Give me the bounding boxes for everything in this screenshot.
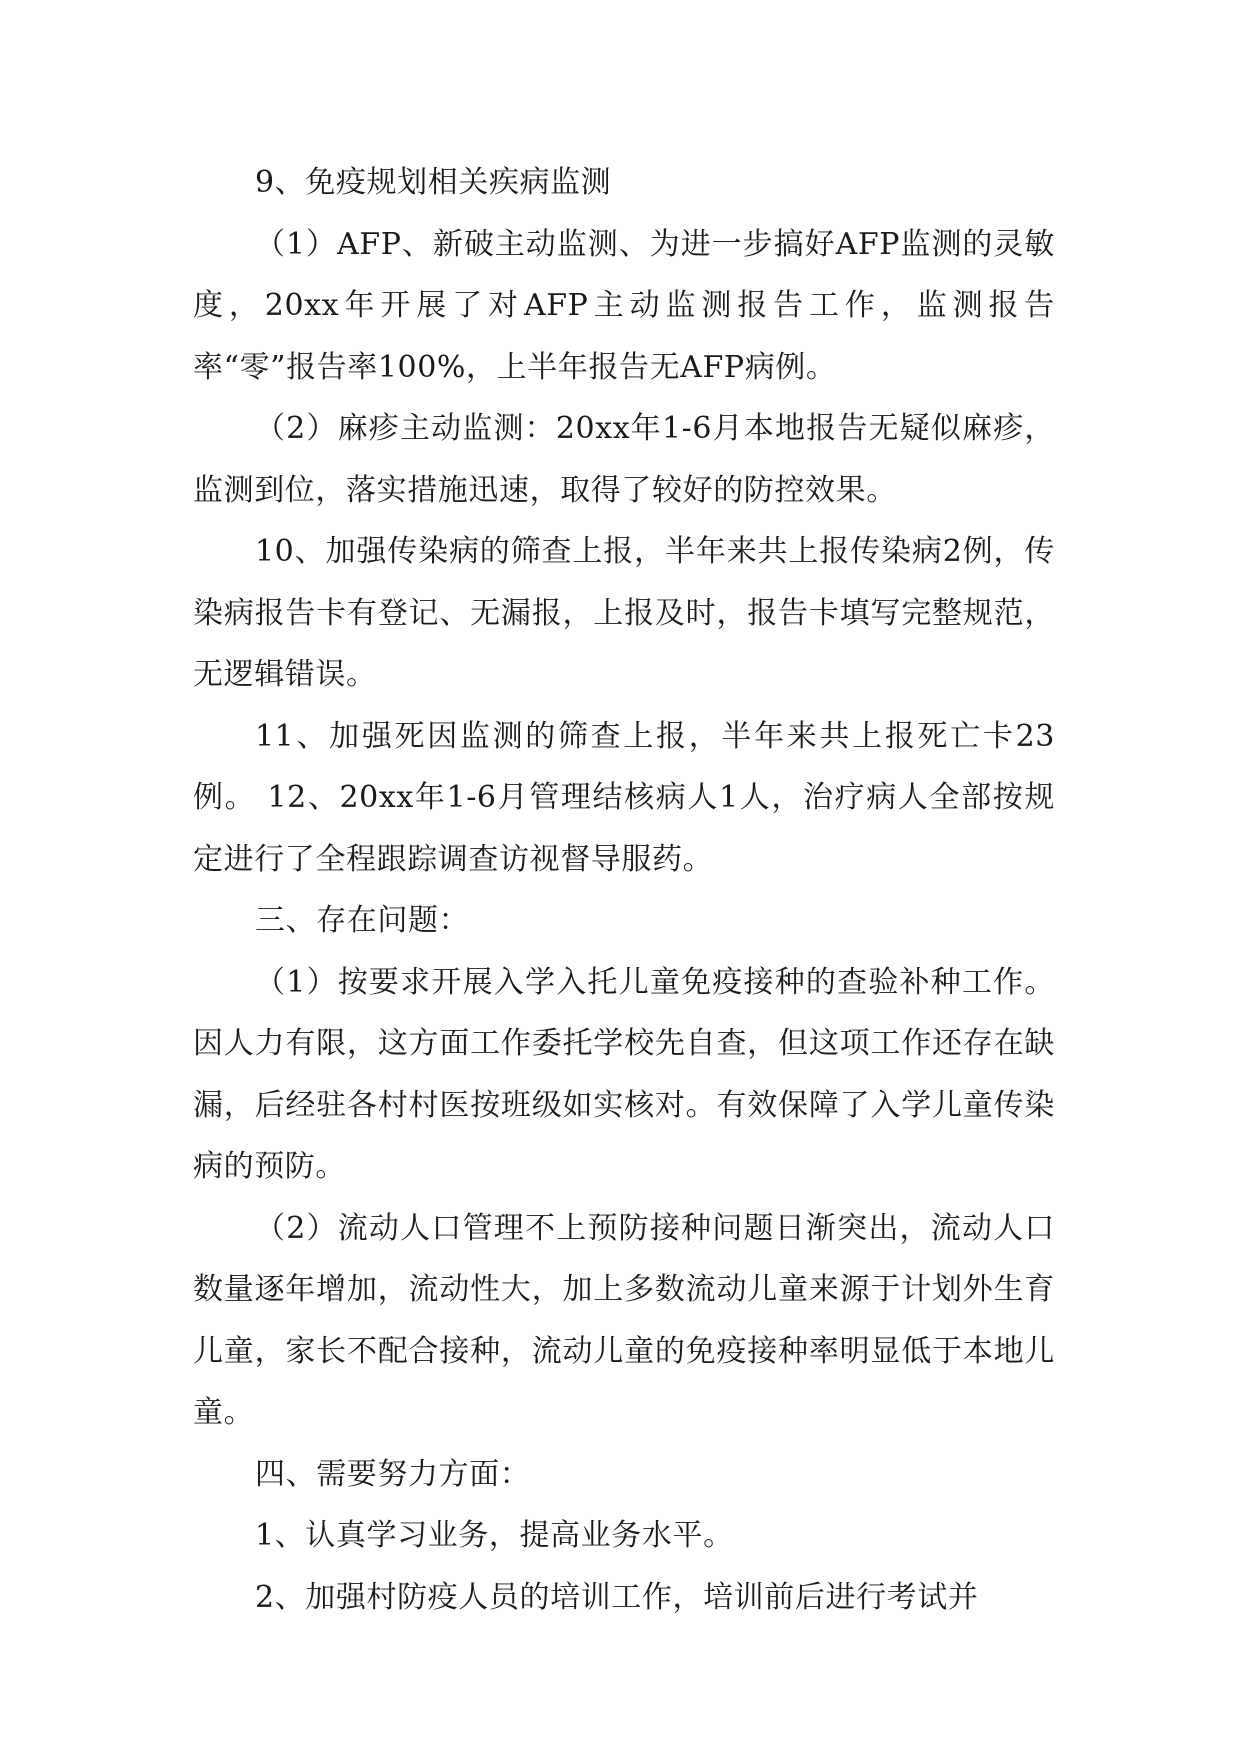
paragraph-death-cause-monitoring: 11、加强死因监测的筛查上报，半年来共上报死亡卡23例。 12、20xx年1-6月管理结核病人1人，治疗病人全部按规定进行了全程跟踪调查访视督导服药。: [193, 718, 1055, 877]
document-page: [193, 152, 1055, 1628]
paragraph-floating-population: （2）流动人口管理不上预防接种问题日渐突出，流动人口数量逐年增加，流动性大，加上多数流动儿童来源于计划外生育儿童，家长不配合接种，流动儿童的免疫接种率明显低于本地儿童。: [193, 1210, 1055, 1430]
paragraph-improvement-1: 1、认真学习业务，提高业务水平。: [255, 1518, 734, 1553]
paragraph-measles-monitoring: （2）麻疹主动监测：20xx年1-6月本地报告无疑似麻疹，监测到位，落实措施迅速，取得了较好的防控效果。: [193, 411, 1055, 508]
section-heading-improvements: 四、需要努力方面：: [255, 1456, 531, 1492]
paragraph-school-vaccination-check: （1）按要求开展入学入托儿童免疫接种的查验补种工作。因人力有限，这方面工作委托学校先自查，但这项工作还存在缺漏，后经驻各村村医按班级如实核对。有效保障了入学儿童传染病的预防。: [193, 964, 1055, 1184]
section-heading-problems: 三、存在问题：: [255, 903, 470, 938]
paragraph-afp-monitoring: （1）AFP、新破主动监测、为进一步搞好AFP监测的灵敏度，20xx年开展了对AFP主动监测报告工作，监测报告率“零”报告率100%，上半年报告无AFP病例。: [193, 226, 1055, 385]
section-heading-disease-monitoring: 9、免疫规划相关疾病监测: [255, 165, 612, 200]
paragraph-infectious-disease-reporting: 10、加强传染病的筛查上报，半年来共上报传染病2例，传染病报告卡有登记、无漏报，上报及时，报告卡填写完整规范，无逻辑错误。: [193, 534, 1055, 692]
paragraph-improvement-2: 2、加强村防疫人员的培训工作，培训前后进行考试并: [255, 1579, 979, 1615]
